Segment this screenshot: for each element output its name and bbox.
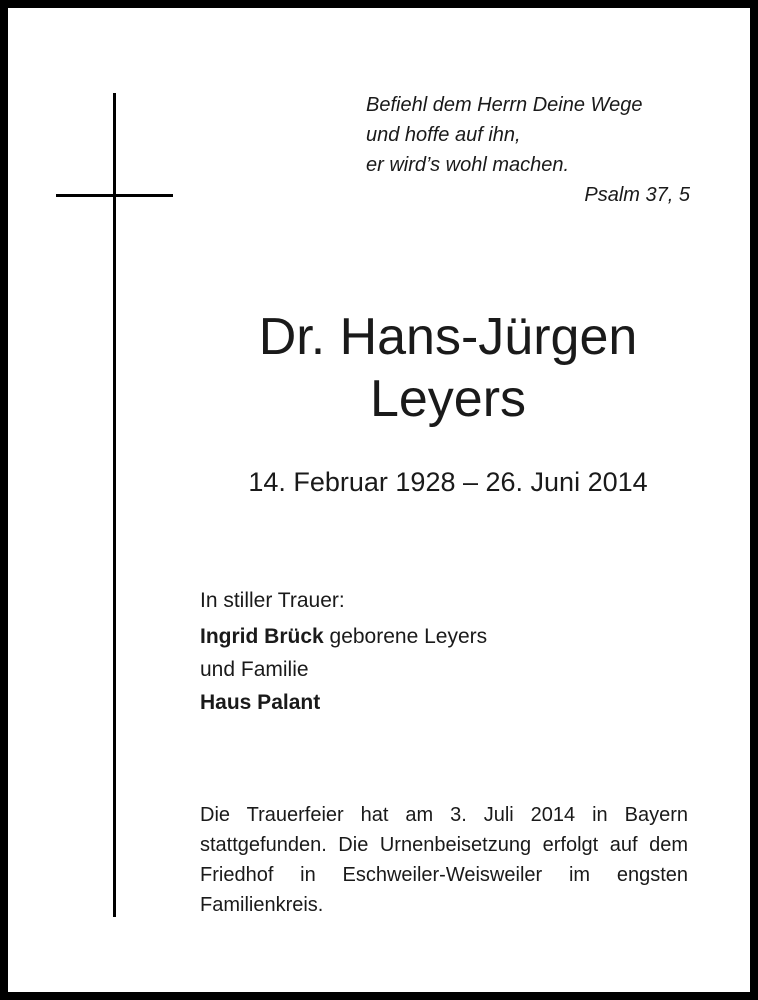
mourner-line	[200, 620, 700, 653]
quote-reference: Psalm 37, 5	[584, 184, 690, 206]
life-dates: 14. Februar 1928 – 26. Juni 2014	[248, 467, 648, 497]
mourner-suffix: geborene Leyers	[323, 625, 488, 648]
mourners-intro: In stiller Trauer:	[200, 589, 345, 612]
mourner-line	[200, 686, 700, 719]
obituary-card	[8, 8, 750, 992]
mourners-block	[200, 584, 700, 719]
deceased-name-line2: Leyers	[369, 370, 527, 428]
deceased-name	[168, 306, 728, 430]
mourner-line: und Familie	[200, 658, 309, 681]
bible-quote	[366, 90, 696, 210]
deceased-name-line1: Dr. Hans-Jürgen	[258, 308, 638, 366]
mourner-name: Ingrid Brück	[200, 625, 324, 648]
cross-icon-horizontal-bar	[56, 194, 173, 197]
quote-line: er wird’s wohl machen.	[366, 154, 570, 176]
cross-icon-vertical-bar	[113, 93, 116, 917]
mourner-house: Haus Palant	[200, 691, 321, 714]
quote-line: Befiehl dem Herrn Deine Wege	[366, 94, 643, 116]
funeral-notice: Die Trauerfeier hat am 3. Juli 2014 in Bayern stattgefunden. Die Urnenbeisetzung erfolgt auf dem Friedhof in Eschweiler-Weisweiler im engsten Familienkreis.	[200, 804, 688, 916]
quote-line: und hoffe auf ihn,	[366, 124, 521, 146]
